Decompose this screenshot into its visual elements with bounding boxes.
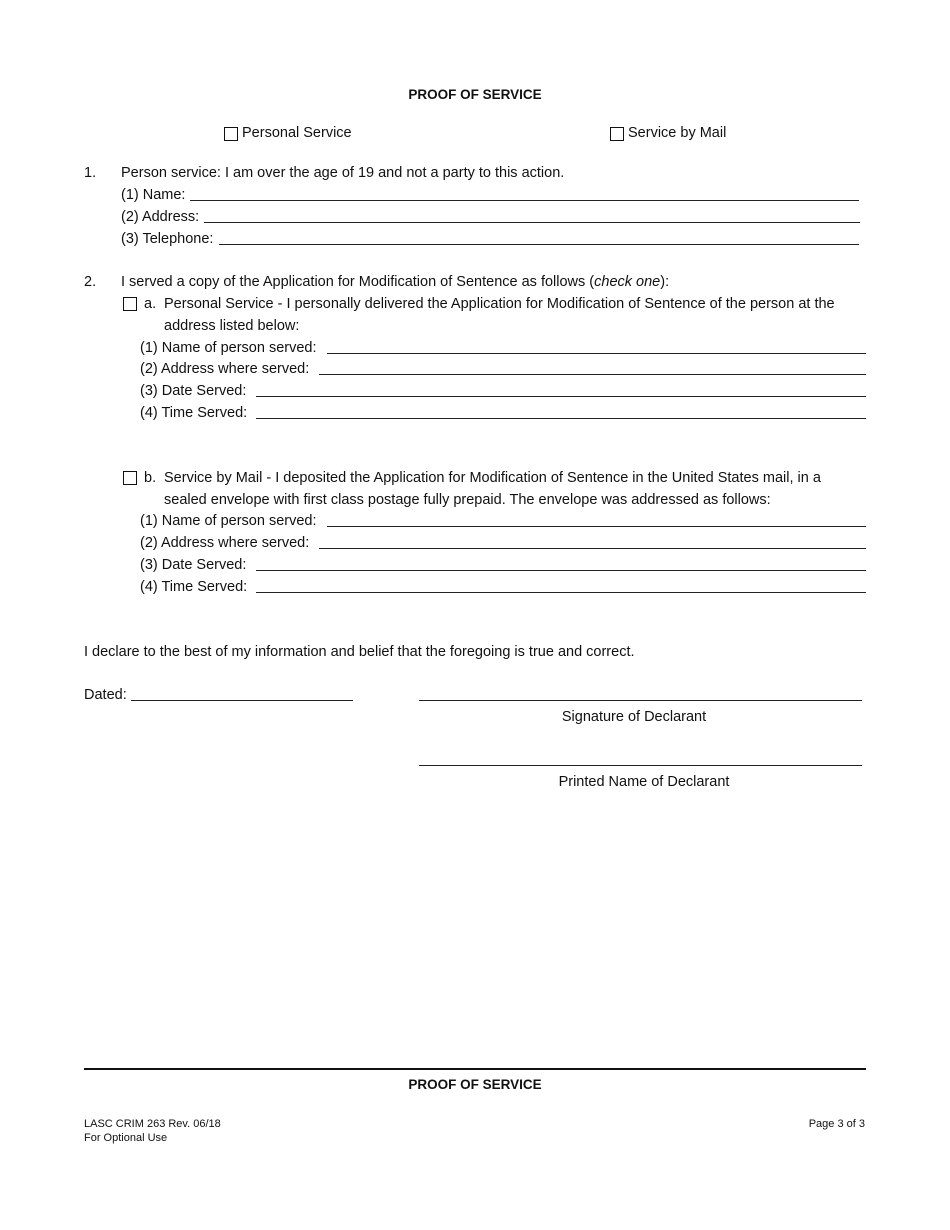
a-time-served-label: (4) Time Served: [140, 405, 248, 421]
personal-service-checkbox[interactable] [224, 127, 238, 141]
a-address-served-field[interactable] [319, 374, 866, 375]
section-2-intro-text: I served a copy of the Application for Modification of Sentence as follows ( [121, 274, 595, 290]
page-number: Page 3 of 3 [808, 1118, 865, 1130]
section-2-intro [121, 273, 669, 291]
form-number: LASC CRIM 263 Rev. 06/18 [84, 1118, 221, 1130]
footer-title: PROOF OF SERVICE [408, 1077, 542, 1092]
b-address-served-field[interactable] [319, 548, 866, 549]
option-a-checkbox[interactable] [123, 297, 137, 311]
section-2-intro-end: ): [660, 274, 670, 290]
a-date-served-field[interactable] [256, 396, 866, 397]
b-date-served-field[interactable] [256, 570, 866, 571]
footer-rule [84, 1068, 866, 1070]
option-b-description-line2: sealed envelope with first class postage fully prepaid. The envelope was addressed as follows: [164, 492, 771, 508]
server-name-label: (1) Name: [121, 187, 186, 203]
option-a-label: a. [144, 296, 157, 312]
option-b-checkbox[interactable] [123, 471, 137, 485]
b-address-served-label: (2) Address where served: [140, 535, 310, 551]
service-by-mail-label: Service by Mail [628, 125, 727, 141]
b-person-served-field[interactable] [327, 526, 866, 527]
page-title: PROOF OF SERVICE [408, 87, 542, 102]
option-b-description-line1: Service by Mail - I deposited the Application for Modification of Sentence in the United States mail, in a [164, 470, 821, 486]
b-person-served-label: (1) Name of person served: [140, 513, 317, 529]
printed-name-caption: Printed Name of Declarant [558, 774, 730, 790]
option-b-label: b. [144, 470, 157, 486]
option-a-description-line1: Personal Service - I personally delivered the Application for Modification of Sentence of the person at the [164, 296, 835, 312]
b-date-served-label: (3) Date Served: [140, 557, 247, 573]
b-time-served-field[interactable] [256, 592, 866, 593]
section-1-number: 1. [84, 165, 97, 181]
signature-caption: Signature of Declarant [561, 709, 707, 725]
dated-field[interactable] [131, 700, 353, 701]
check-one-emphasis: check one [594, 274, 661, 290]
server-name-field[interactable] [190, 200, 859, 201]
service-by-mail-checkbox[interactable] [610, 127, 624, 141]
declaration-statement: I declare to the best of my information and belief that the foregoing is true and correct. [84, 644, 635, 660]
printed-name-field[interactable] [419, 765, 862, 766]
server-address-label: (2) Address: [121, 209, 200, 225]
a-date-served-label: (3) Date Served: [140, 383, 247, 399]
a-person-served-field[interactable] [327, 353, 866, 354]
server-telephone-label: (3) Telephone: [121, 231, 214, 247]
option-a-description-line2: address listed below: [164, 318, 300, 334]
form-usage: For Optional Use [84, 1132, 168, 1144]
server-telephone-field[interactable] [219, 244, 859, 245]
personal-service-label: Personal Service [242, 125, 352, 141]
signature-field[interactable] [419, 700, 862, 701]
section-2-number: 2. [84, 274, 97, 290]
dated-label: Dated: [84, 687, 127, 703]
a-person-served-label: (1) Name of person served: [140, 340, 317, 356]
server-address-field[interactable] [204, 222, 860, 223]
b-time-served-label: (4) Time Served: [140, 579, 248, 595]
section-1-statement: Person service: I am over the age of 19 and not a party to this action. [121, 165, 565, 181]
a-address-served-label: (2) Address where served: [140, 361, 310, 377]
a-time-served-field[interactable] [256, 418, 866, 419]
